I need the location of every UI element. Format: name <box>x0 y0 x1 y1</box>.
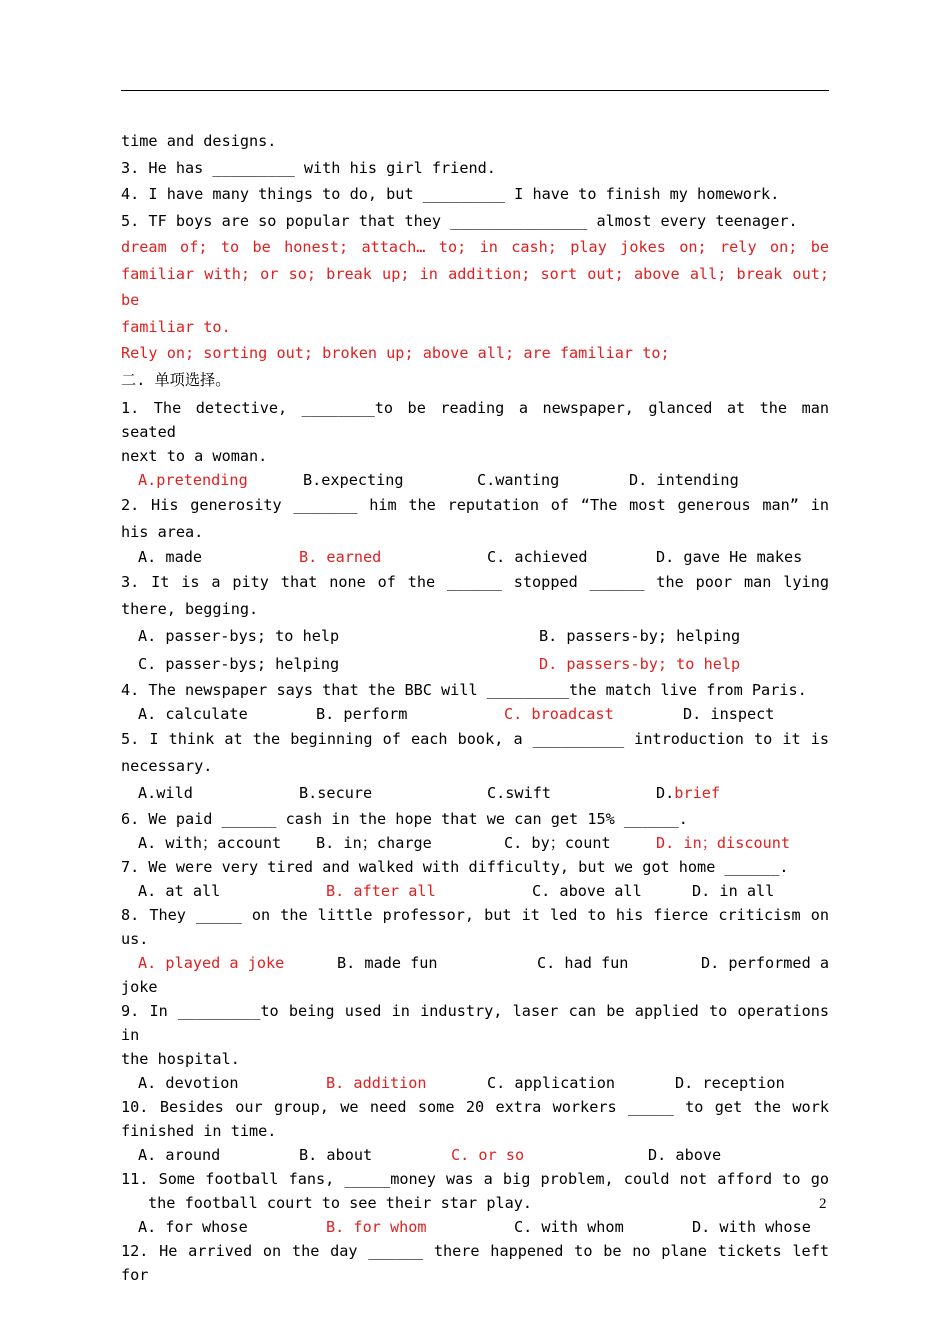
fill-in-item-4: 4. I have many things to do, but _________ I have to finish my homework. <box>121 185 780 203</box>
question-11-cont: the football court to see their star play. <box>148 1194 533 1212</box>
question-9-options <box>121 1071 829 1095</box>
option-c: C. broadcast <box>504 705 614 723</box>
question-7-options <box>121 879 829 903</box>
option-c: C. passer-bys; helping <box>138 655 340 673</box>
option-d: D. reception <box>675 1074 785 1092</box>
option-a: A. passer-bys; to help <box>138 627 340 645</box>
phrase-bank-line: dream of; to be honest; attach… to; in cash; play jokes on; rely on; be <box>121 238 829 256</box>
option-d: D. passers-by; to help <box>539 655 741 673</box>
option-b: B. perform <box>316 705 408 723</box>
option-a: A. around <box>138 1146 221 1164</box>
question-4-options <box>121 702 829 726</box>
header-rule <box>121 90 829 91</box>
question-6-options <box>121 831 829 855</box>
question-2-cont: his area. <box>121 522 204 541</box>
option-a: A. for whose <box>138 1218 248 1236</box>
option-a: A.wild <box>138 784 193 802</box>
page-number: 2 <box>819 1196 827 1212</box>
option-b: B. addition <box>326 1074 427 1092</box>
option-b: B. in；charge <box>316 834 432 852</box>
option-d-answer: brief <box>674 784 721 802</box>
option-c: C. above all <box>532 882 642 900</box>
option-c: C. achieved <box>487 548 588 566</box>
question-5-cont: necessary. <box>121 756 213 775</box>
document-body <box>121 128 829 1287</box>
question-3-options-row1 <box>121 622 829 650</box>
option-a: A. made <box>138 548 203 566</box>
option-c: C. by；count <box>504 834 611 852</box>
option-c: C. or so <box>451 1146 525 1164</box>
question-5-options <box>121 779 829 807</box>
phrase-bank-line: familiar with; or so; break up; in addition; sort out; above all; break out; be <box>121 264 829 309</box>
question-5: 5. I think at the beginning of each book, a __________ introduction to it is <box>121 730 829 748</box>
option-b: B. earned <box>299 548 382 566</box>
question-1: 1. The detective, ________to be reading a newspaper, glanced at the man seated <box>121 399 829 441</box>
option-c: C.wanting <box>477 471 560 489</box>
option-d: D. performed a <box>701 954 830 972</box>
option-a: A. played a joke <box>138 954 285 972</box>
question-3-cont: there, begging. <box>121 599 259 618</box>
option-a: A.pretending <box>138 471 248 489</box>
fill-in-item-5: 5. TF boys are so popular that they _______________ almost every teenager. <box>121 211 798 230</box>
fill-in-item-3: 3. He has _________ with his girl friend. <box>121 158 496 177</box>
option-c: C. application <box>487 1074 616 1092</box>
option-b: B.expecting <box>303 471 404 489</box>
option-d-letter: D. <box>656 784 675 802</box>
option-b: B.secure <box>299 784 373 802</box>
option-d: D. inspect <box>683 705 775 723</box>
option-d <box>656 779 720 807</box>
question-6: 6. We paid ______ cash in the hope that we can get 15% ______. <box>121 810 688 828</box>
answers-line: Rely on; sorting out; broken up; above all; are familiar to; <box>121 344 670 362</box>
question-8-option-wrap: joke <box>121 978 158 996</box>
question-8: 8. They _____ on the little professor, but it led to his fierce criticism on <box>121 906 829 924</box>
option-a: A. calculate <box>138 705 248 723</box>
option-d: D. gave He makes <box>656 548 803 566</box>
question-10-cont: finished in time. <box>121 1122 277 1140</box>
option-d: D. with whose <box>692 1218 811 1236</box>
question-12: 12. He arrived on the day ______ there happened to be no plane tickets left for <box>121 1242 829 1284</box>
option-a: A. devotion <box>138 1074 239 1092</box>
option-d: D. in all <box>692 882 775 900</box>
question-10: 10. Besides our group, we need some 20 extra workers _____ to get the work <box>121 1098 829 1116</box>
phrase-bank-line: familiar to. <box>121 317 231 336</box>
option-c: C. with whom <box>514 1218 624 1236</box>
option-d: D. above <box>648 1146 722 1164</box>
question-1-options <box>121 468 829 492</box>
option-a: A. at all <box>138 882 221 900</box>
question-4: 4. The newspaper says that the BBC will _________the match live from Paris. <box>121 681 807 699</box>
question-10-options <box>121 1143 829 1167</box>
text-line: time and designs. <box>121 132 277 150</box>
question-9-cont: the hospital. <box>121 1050 240 1068</box>
option-b: B. about <box>299 1146 373 1164</box>
option-c: C. had fun <box>537 954 629 972</box>
question-1-cont: next to a woman. <box>121 447 268 465</box>
option-a: A. with；account <box>138 834 282 852</box>
option-b: B. after all <box>326 882 436 900</box>
question-3: 3. It is a pity that none of the ______ stopped ______ the poor man lying <box>121 573 829 591</box>
question-2: 2. His generosity _______ him the reputation of “The most generous man” in <box>121 496 829 514</box>
option-b: B. made fun <box>337 954 438 972</box>
option-d: D. in；discount <box>656 834 791 852</box>
question-8-options <box>121 951 829 975</box>
question-7: 7. We were very tired and walked with difficulty, but we got home ______. <box>121 858 789 876</box>
option-b: B. passers-by; helping <box>539 627 741 645</box>
section-title: 二. 单项选择。 <box>121 370 231 389</box>
question-9: 9. In _________to being used in industry, laser can be applied to operations in <box>121 1002 829 1044</box>
question-11-options <box>121 1215 829 1239</box>
option-d: D. intending <box>629 471 739 489</box>
question-3-options-row2 <box>121 650 829 678</box>
question-2-options <box>121 545 829 569</box>
question-11: 11. Some football fans, _____money was a big problem, could not afford to go <box>121 1170 829 1188</box>
option-c: C.swift <box>487 784 552 802</box>
option-b: B. for whom <box>326 1218 427 1236</box>
question-8-cont: us. <box>121 930 149 948</box>
